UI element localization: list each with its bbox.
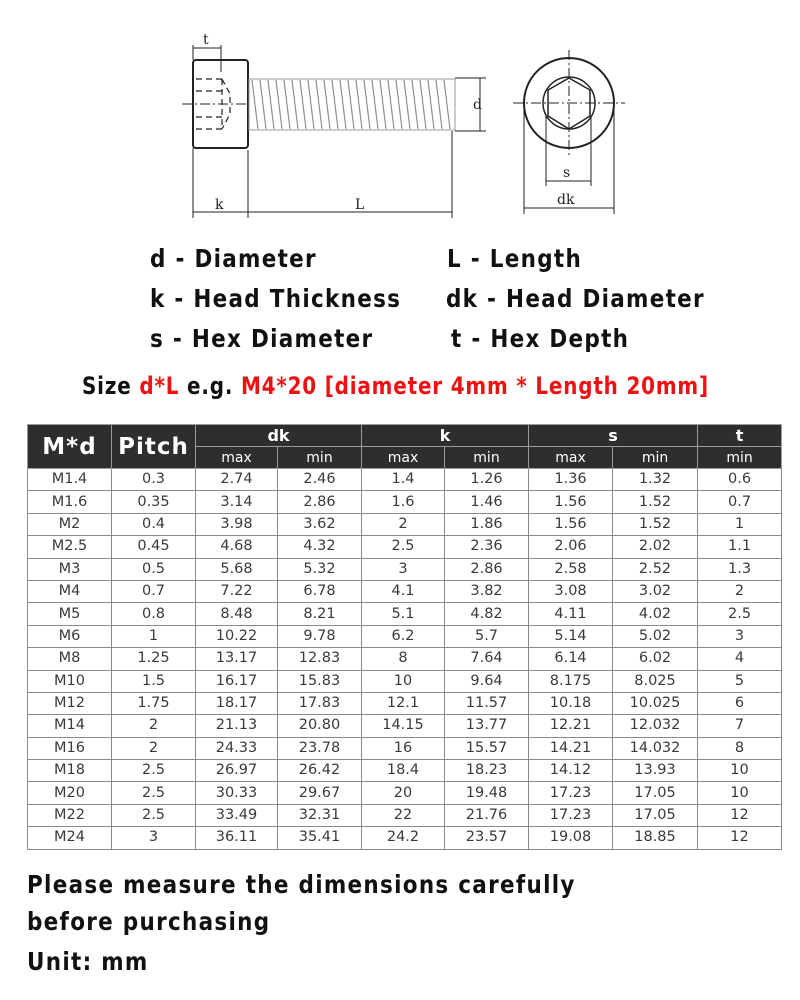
- cell-s-min: 3.02: [613, 580, 698, 602]
- cell-t-min: 10: [698, 760, 782, 782]
- cell-dk-max: 2.74: [196, 469, 278, 491]
- table-row: [28, 625, 782, 647]
- cell-s-max: 5.14: [529, 625, 613, 647]
- cell-k-min: 1.26: [445, 469, 529, 491]
- table-body: [28, 469, 782, 850]
- cell-s-max: 14.12: [529, 760, 613, 782]
- cell-s-max: 4.11: [529, 603, 613, 625]
- cell-size: M6: [28, 625, 112, 647]
- cell-dk-max: 26.97: [196, 760, 278, 782]
- cell-s-max: 17.23: [529, 782, 613, 804]
- cell-s-max: 6.14: [529, 648, 613, 670]
- cell-dk-min: 6.78: [278, 580, 362, 602]
- cell-size: M4: [28, 580, 112, 602]
- label-s: s: [563, 165, 571, 181]
- cell-s-max: 14.21: [529, 737, 613, 759]
- cell-pitch: 0.35: [112, 491, 196, 513]
- table-row: [28, 513, 782, 535]
- header-k-max: max: [362, 447, 445, 469]
- cell-k-min: 15.57: [445, 737, 529, 759]
- cell-s-max: 2.58: [529, 558, 613, 580]
- legend-item-s: s - Hex Diameter: [150, 324, 374, 353]
- cell-size: M2: [28, 513, 112, 535]
- cell-k-min: 3.82: [445, 580, 529, 602]
- cell-t-min: 1: [698, 513, 782, 535]
- legend-item-dk: dk - Head Diameter: [446, 284, 705, 313]
- cell-size: M12: [28, 692, 112, 714]
- cell-k-max: 6.2: [362, 625, 445, 647]
- header-s: s: [529, 425, 698, 447]
- cell-dk-max: 5.68: [196, 558, 278, 580]
- cell-pitch: 2: [112, 715, 196, 737]
- cell-s-min: 14.032: [613, 737, 698, 759]
- header-s-max: max: [529, 447, 613, 469]
- cell-dk-min: 3.62: [278, 513, 362, 535]
- cell-t-min: 4: [698, 648, 782, 670]
- header-md: M*d: [28, 425, 112, 469]
- cell-dk-min: 23.78: [278, 737, 362, 759]
- cell-dk-max: 4.68: [196, 536, 278, 558]
- cell-k-max: 22: [362, 804, 445, 826]
- table-row: [28, 692, 782, 714]
- legend-item-t: t - Hex Depth: [451, 324, 630, 353]
- cell-s-min: 1.32: [613, 469, 698, 491]
- cell-size: M16: [28, 737, 112, 759]
- header-s-min: min: [613, 447, 698, 469]
- cell-k-min: 18.23: [445, 760, 529, 782]
- label-k: k: [215, 197, 224, 213]
- cell-dk-min: 9.78: [278, 625, 362, 647]
- cell-s-min: 2.52: [613, 558, 698, 580]
- cell-k-max: 8: [362, 648, 445, 670]
- cell-dk-min: 26.42: [278, 760, 362, 782]
- cell-size: M20: [28, 782, 112, 804]
- cell-t-min: 1.1: [698, 536, 782, 558]
- size-eg: e.g.: [179, 372, 241, 400]
- size-example-value: M4*20 [diameter 4mm * Length 20mm]: [240, 372, 709, 400]
- header-dk-min: min: [278, 447, 362, 469]
- cell-s-max: 1.36: [529, 469, 613, 491]
- cell-s-max: 2.06: [529, 536, 613, 558]
- cell-t-min: 12: [698, 827, 782, 849]
- cell-dk-max: 33.49: [196, 804, 278, 826]
- table-row: [28, 648, 782, 670]
- table-row: [28, 737, 782, 759]
- cell-t-min: 2.5: [698, 603, 782, 625]
- cell-s-min: 10.025: [613, 692, 698, 714]
- cell-t-min: 5: [698, 670, 782, 692]
- cell-dk-max: 16.17: [196, 670, 278, 692]
- cell-t-min: 10: [698, 782, 782, 804]
- cell-t-min: 2: [698, 580, 782, 602]
- cell-dk-max: 13.17: [196, 648, 278, 670]
- table-row: [28, 804, 782, 826]
- cell-dk-min: 2.46: [278, 469, 362, 491]
- cell-k-min: 2.36: [445, 536, 529, 558]
- header-dk: dk: [196, 425, 362, 447]
- cell-pitch: 2.5: [112, 760, 196, 782]
- cell-dk-min: 8.21: [278, 603, 362, 625]
- cell-dk-min: 5.32: [278, 558, 362, 580]
- cell-size: M14: [28, 715, 112, 737]
- header-k: k: [362, 425, 529, 447]
- cell-dk-max: 7.22: [196, 580, 278, 602]
- cell-pitch: 2.5: [112, 782, 196, 804]
- measure-note: Please measure the dimensions carefully: [27, 870, 576, 899]
- top-view-drawing: [513, 50, 625, 214]
- table-row: [28, 670, 782, 692]
- cell-pitch: 0.4: [112, 513, 196, 535]
- cell-t-min: 3: [698, 625, 782, 647]
- cell-size: M3: [28, 558, 112, 580]
- table-row: [28, 491, 782, 513]
- table-row: [28, 603, 782, 625]
- cell-pitch: 1.25: [112, 648, 196, 670]
- header-t: t: [698, 425, 782, 447]
- cell-k-min: 1.86: [445, 513, 529, 535]
- table-row: [28, 827, 782, 849]
- cell-pitch: 0.5: [112, 558, 196, 580]
- size-format: d*L: [139, 372, 180, 400]
- cell-k-max: 24.2: [362, 827, 445, 849]
- cell-k-min: 19.48: [445, 782, 529, 804]
- cell-k-min: 9.64: [445, 670, 529, 692]
- cell-dk-min: 32.31: [278, 804, 362, 826]
- cell-s-min: 6.02: [613, 648, 698, 670]
- cell-dk-max: 3.98: [196, 513, 278, 535]
- cell-k-max: 2.5: [362, 536, 445, 558]
- cell-k-min: 7.64: [445, 648, 529, 670]
- cell-k-min: 23.57: [445, 827, 529, 849]
- cell-dk-max: 3.14: [196, 491, 278, 513]
- cell-t-min: 12: [698, 804, 782, 826]
- cell-s-min: 1.52: [613, 491, 698, 513]
- table-row: [28, 536, 782, 558]
- table-row: [28, 580, 782, 602]
- cell-dk-max: 36.11: [196, 827, 278, 849]
- cell-dk-min: 15.83: [278, 670, 362, 692]
- cell-k-max: 4.1: [362, 580, 445, 602]
- screw-dimension-diagram: [0, 0, 800, 230]
- cell-k-max: 10: [362, 670, 445, 692]
- label-dk: dk: [557, 192, 575, 208]
- cell-t-min: 1.3: [698, 558, 782, 580]
- measure-note-continued: before purchasing: [27, 907, 271, 936]
- cell-s-min: 13.93: [613, 760, 698, 782]
- cell-dk-max: 30.33: [196, 782, 278, 804]
- cell-s-min: 17.05: [613, 804, 698, 826]
- table-row: [28, 469, 782, 491]
- cell-size: M18: [28, 760, 112, 782]
- cell-s-max: 1.56: [529, 513, 613, 535]
- cell-pitch: 0.45: [112, 536, 196, 558]
- cell-s-max: 1.56: [529, 491, 613, 513]
- cell-t-min: 7: [698, 715, 782, 737]
- cell-k-min: 2.86: [445, 558, 529, 580]
- cell-t-min: 8: [698, 737, 782, 759]
- cell-pitch: 2: [112, 737, 196, 759]
- cell-dk-min: 2.86: [278, 491, 362, 513]
- cell-dk-min: 17.83: [278, 692, 362, 714]
- legend-item-d: d - Diameter: [150, 244, 317, 273]
- cell-s-max: 10.18: [529, 692, 613, 714]
- cell-s-min: 12.032: [613, 715, 698, 737]
- cell-pitch: 1: [112, 625, 196, 647]
- side-view-drawing: [182, 45, 486, 218]
- cell-s-max: 17.23: [529, 804, 613, 826]
- cell-dk-max: 8.48: [196, 603, 278, 625]
- cell-size: M22: [28, 804, 112, 826]
- cell-s-min: 5.02: [613, 625, 698, 647]
- cell-pitch: 1.75: [112, 692, 196, 714]
- label-t: t: [203, 32, 209, 48]
- cell-s-min: 18.85: [613, 827, 698, 849]
- cell-t-min: 6: [698, 692, 782, 714]
- cell-pitch: 1.5: [112, 670, 196, 692]
- cell-dk-min: 4.32: [278, 536, 362, 558]
- cell-dk-min: 29.67: [278, 782, 362, 804]
- cell-k-max: 2: [362, 513, 445, 535]
- cell-k-min: 1.46: [445, 491, 529, 513]
- header-k-min: min: [445, 447, 529, 469]
- label-d: d: [473, 97, 482, 113]
- cell-pitch: 3: [112, 827, 196, 849]
- cell-k-max: 3: [362, 558, 445, 580]
- cell-size: M10: [28, 670, 112, 692]
- cell-s-max: 19.08: [529, 827, 613, 849]
- size-prefix: Size: [82, 372, 140, 400]
- cell-k-min: 11.57: [445, 692, 529, 714]
- cell-k-max: 20: [362, 782, 445, 804]
- cell-s-max: 8.175: [529, 670, 613, 692]
- cell-size: M1.4: [28, 469, 112, 491]
- cell-pitch: 2.5: [112, 804, 196, 826]
- cell-t-min: 0.7: [698, 491, 782, 513]
- cell-s-min: 1.52: [613, 513, 698, 535]
- cell-k-min: 4.82: [445, 603, 529, 625]
- table-row: [28, 558, 782, 580]
- table-row: [28, 715, 782, 737]
- cell-pitch: 0.7: [112, 580, 196, 602]
- cell-s-min: 2.02: [613, 536, 698, 558]
- cell-size: M8: [28, 648, 112, 670]
- header-dk-max: max: [196, 447, 278, 469]
- cell-k-max: 5.1: [362, 603, 445, 625]
- label-L: L: [355, 197, 365, 213]
- header-t-min: min: [698, 447, 782, 469]
- cell-pitch: 0.3: [112, 469, 196, 491]
- cell-k-max: 12.1: [362, 692, 445, 714]
- cell-s-max: 12.21: [529, 715, 613, 737]
- cell-s-min: 8.025: [613, 670, 698, 692]
- table-row: [28, 760, 782, 782]
- legend-item-k: k - Head Thickness: [150, 284, 402, 313]
- cell-k-max: 1.6: [362, 491, 445, 513]
- screw-spec-table: [27, 424, 782, 850]
- size-example: [82, 372, 709, 400]
- cell-s-min: 4.02: [613, 603, 698, 625]
- cell-dk-max: 21.13: [196, 715, 278, 737]
- header-pitch: Pitch: [112, 425, 196, 469]
- cell-dk-max: 10.22: [196, 625, 278, 647]
- unit-note: Unit: mm: [27, 947, 149, 976]
- cell-dk-min: 12.83: [278, 648, 362, 670]
- cell-s-min: 17.05: [613, 782, 698, 804]
- cell-dk-min: 20.80: [278, 715, 362, 737]
- cell-dk-min: 35.41: [278, 827, 362, 849]
- cell-k-min: 5.7: [445, 625, 529, 647]
- cell-dk-max: 24.33: [196, 737, 278, 759]
- cell-k-max: 16: [362, 737, 445, 759]
- cell-size: M24: [28, 827, 112, 849]
- cell-k-max: 18.4: [362, 760, 445, 782]
- table-row: [28, 782, 782, 804]
- cell-dk-max: 18.17: [196, 692, 278, 714]
- cell-s-max: 3.08: [529, 580, 613, 602]
- cell-pitch: 0.8: [112, 603, 196, 625]
- cell-k-max: 14.15: [362, 715, 445, 737]
- legend-item-L: L - Length: [447, 244, 583, 273]
- cell-k-max: 1.4: [362, 469, 445, 491]
- cell-size: M2.5: [28, 536, 112, 558]
- cell-size: M1.6: [28, 491, 112, 513]
- cell-k-min: 21.76: [445, 804, 529, 826]
- cell-t-min: 0.6: [698, 469, 782, 491]
- cell-k-min: 13.77: [445, 715, 529, 737]
- cell-size: M5: [28, 603, 112, 625]
